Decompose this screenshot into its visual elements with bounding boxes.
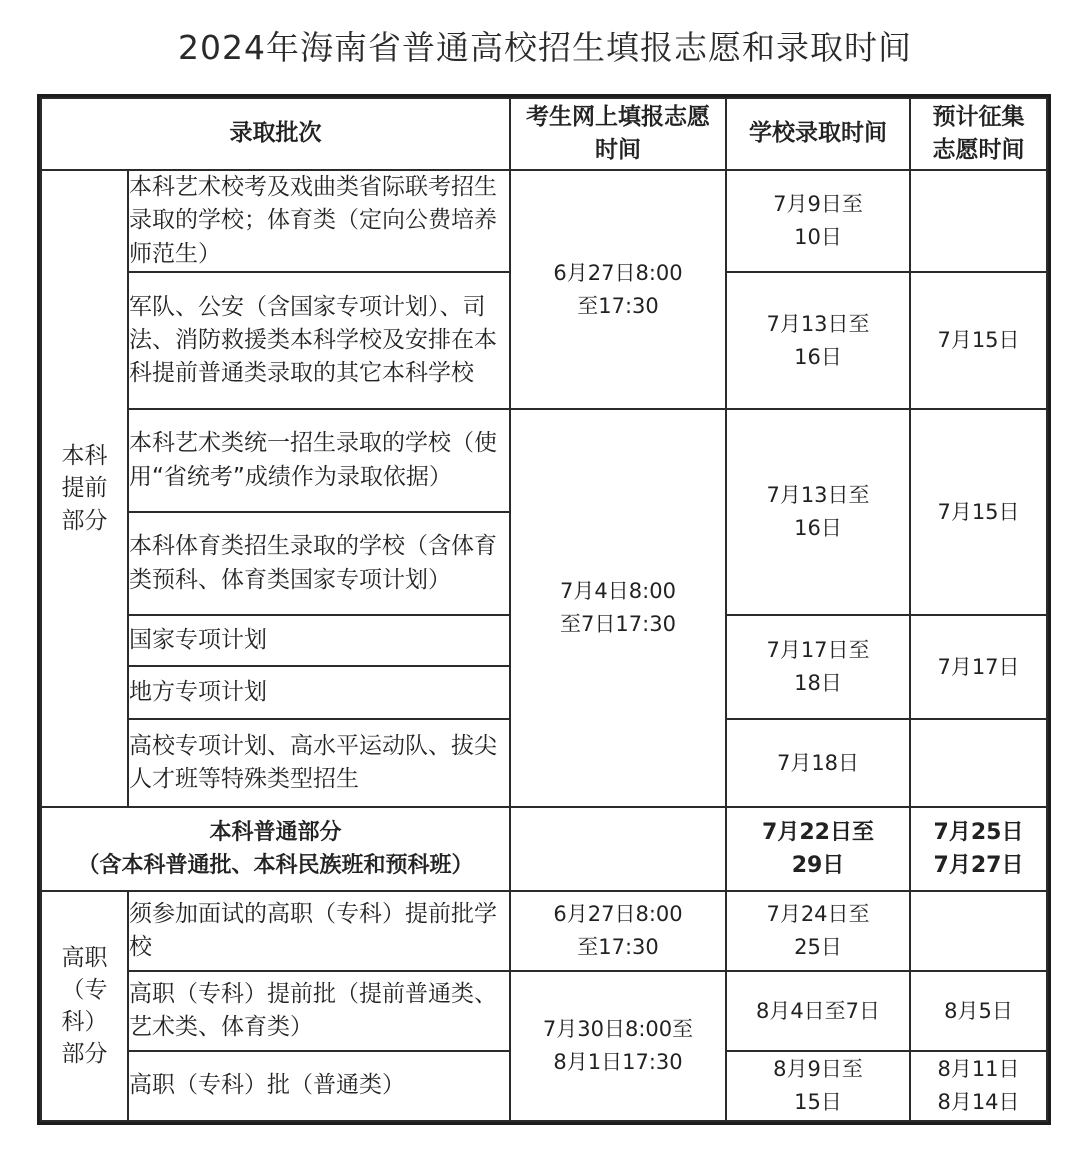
admission-time-cell: 8月4日至7日 bbox=[726, 971, 910, 1051]
header-solicit-time: 预计征集 志愿时间 bbox=[910, 98, 1047, 170]
batch-cell: 高职（专科）批（普通类） bbox=[128, 1051, 510, 1121]
page-title: 2024年海南省普通高校招生填报志愿和录取时间 bbox=[178, 28, 912, 67]
batch-cell: 本科艺术校考及戏曲类省际联考招生录取的学校；体育类（定向公费培养师范生） bbox=[128, 170, 510, 272]
solicit-time-cell: 8月5日 bbox=[910, 971, 1047, 1051]
solicit-time-cell bbox=[910, 891, 1047, 971]
admission-time-cell: 7月24日至 25日 bbox=[726, 891, 910, 971]
solicit-time-cell: 8月11日 8月14日 bbox=[910, 1051, 1047, 1121]
fill-time-cell bbox=[510, 807, 726, 891]
batch-cell: 军队、公安（含国家专项计划）、司法、消防救援类本科学校及安排在本科提前普通类录取的其它本科学校 bbox=[128, 272, 510, 409]
table-row bbox=[41, 971, 1047, 1051]
solicit-time-cell: 7月15日 bbox=[910, 272, 1047, 409]
batch-cell: 高职（专科）提前批（提前普通类、艺术类、体育类） bbox=[128, 971, 510, 1051]
batch-cell: 本科艺术类统一招生录取的学校（使用“省统考”成绩作为录取依据） bbox=[128, 409, 510, 512]
admission-time-cell: 7月13日至 16日 bbox=[726, 272, 910, 409]
group-vocational: 高职 （专 科） 部分 bbox=[41, 891, 128, 1121]
admission-time-cell: 7月17日至 18日 bbox=[726, 615, 910, 719]
solicit-time-cell: 7月17日 bbox=[910, 615, 1047, 719]
table-row bbox=[41, 891, 1047, 971]
solicit-time-cell: 7月25日 7月27日 bbox=[910, 807, 1047, 891]
table-header-row bbox=[41, 98, 1047, 170]
batch-cell: 高校专项计划、高水平运动队、拔尖人才班等特殊类型招生 bbox=[128, 719, 510, 807]
admission-time-cell: 7月22日至 29日 bbox=[726, 807, 910, 891]
group-early-undergrad: 本科 提前 部分 bbox=[41, 170, 128, 807]
header-admission-time: 学校录取时间 bbox=[726, 98, 910, 170]
admission-time-cell: 7月18日 bbox=[726, 719, 910, 807]
fill-time-cell: 7月4日8:00 至7日17:30 bbox=[510, 409, 726, 807]
group-general-undergrad: 本科普通部分 （含本科普通批、本科民族班和预科班） bbox=[41, 807, 510, 891]
admission-schedule-table bbox=[40, 97, 1048, 1122]
admission-time-cell: 7月13日至 16日 bbox=[726, 409, 910, 615]
table-row bbox=[41, 807, 1047, 891]
header-batch: 录取批次 bbox=[41, 98, 510, 170]
admission-time-cell: 8月9日至 15日 bbox=[726, 1051, 910, 1121]
table-row bbox=[41, 409, 1047, 512]
admission-time-cell: 7月9日至 10日 bbox=[726, 170, 910, 272]
table-row bbox=[41, 170, 1047, 272]
fill-time-cell: 6月27日8:00 至17:30 bbox=[510, 891, 726, 971]
fill-time-cell: 7月30日8:00至 8月1日17:30 bbox=[510, 971, 726, 1121]
batch-cell: 地方专项计划 bbox=[128, 666, 510, 719]
solicit-time-cell bbox=[910, 719, 1047, 807]
batch-cell: 国家专项计划 bbox=[128, 615, 510, 666]
batch-cell: 须参加面试的高职（专科）提前批学校 bbox=[128, 891, 510, 971]
header-online-fill-time: 考生网上填报志愿 时间 bbox=[510, 98, 726, 170]
fill-time-cell: 6月27日8:00 至17:30 bbox=[510, 170, 726, 409]
solicit-time-cell: 7月15日 bbox=[910, 409, 1047, 615]
batch-cell: 本科体育类招生录取的学校（含体育类预科、体育类国家专项计划） bbox=[128, 512, 510, 615]
solicit-time-cell bbox=[910, 170, 1047, 272]
